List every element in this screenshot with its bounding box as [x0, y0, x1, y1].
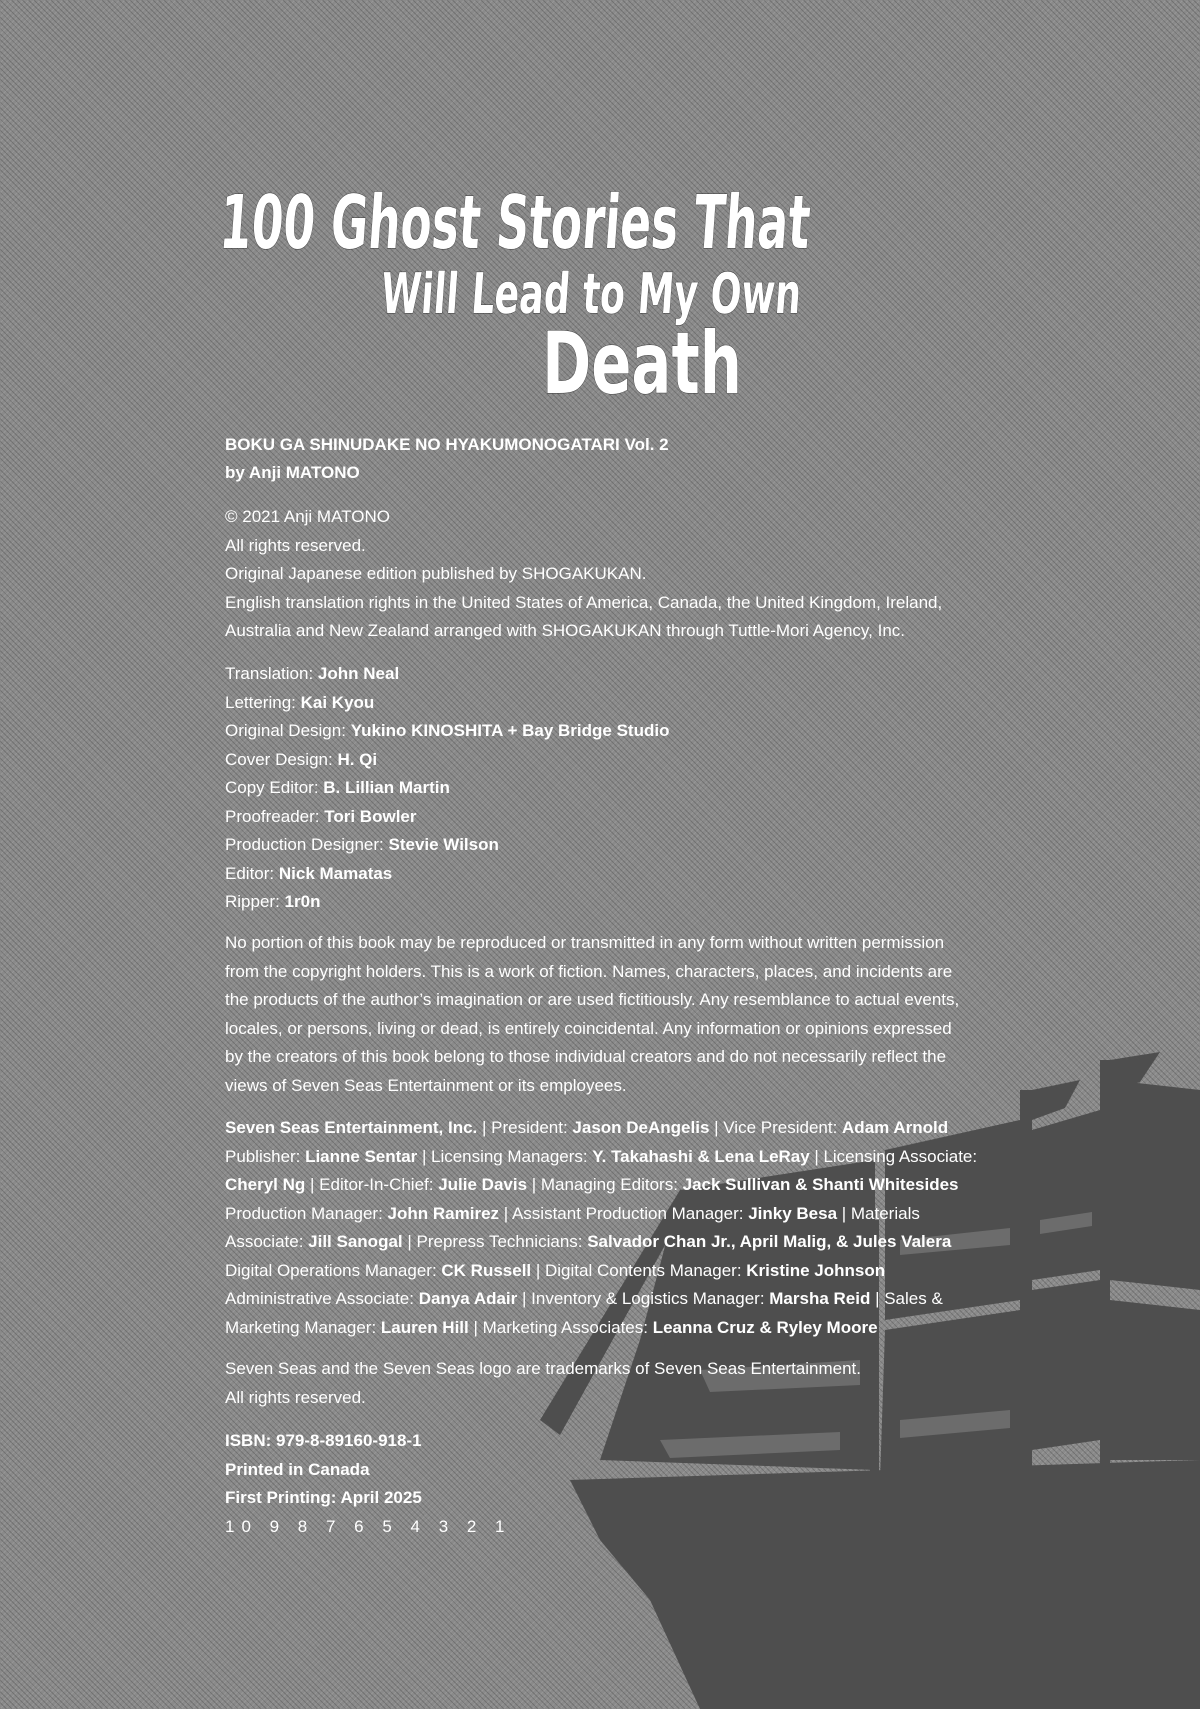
credit-role: Original Design:: [225, 721, 346, 740]
credit-row: [225, 888, 977, 917]
staff-line: [225, 1314, 977, 1343]
credit-role: Production Designer:: [225, 835, 384, 854]
book-title-logo: [217, 168, 1183, 414]
credit-row: [225, 717, 977, 746]
staff-line: [225, 1285, 977, 1314]
credit-row: [225, 860, 977, 889]
isbn: ISBN: 979-8-89160-918-1: [225, 1431, 422, 1450]
staff-role: | Licensing Associate:: [809, 1146, 978, 1166]
staff-role: Digital Operations Manager:: [225, 1260, 442, 1280]
trademark-line: All rights reserved.: [225, 1387, 366, 1407]
staff-role: | President:: [477, 1118, 573, 1137]
first-printing: First Printing: April 2025: [225, 1488, 422, 1507]
credit-name: John Neal: [317, 664, 400, 683]
staff-role: | Sales &: [870, 1289, 943, 1308]
staff-name: Leanna Cruz & Ryley Moore: [652, 1317, 878, 1337]
title-line-3: Death: [542, 314, 742, 414]
staff-role: | Vice President:: [709, 1118, 843, 1137]
credit-name: 1r0n: [284, 892, 321, 911]
credits-block: [225, 660, 977, 917]
rights-line: Australia and New Zealand arranged with SHOGAKUKAN through Tuttle-Mori Agency, Inc.: [225, 621, 906, 640]
original-title: BOKU GA SHINUDAKE NO HYAKUMONOGATARI Vol. 2: [225, 435, 669, 454]
staff-block: [225, 1114, 977, 1342]
staff-name: Julie Davis: [438, 1175, 528, 1194]
printed-in: Printed in Canada: [225, 1459, 370, 1479]
credit-role: Cover Design:: [225, 749, 333, 769]
credit-row: [225, 660, 977, 689]
staff-role: | Licensing Managers:: [417, 1146, 593, 1166]
disclaimer-block: [225, 929, 977, 1100]
staff-line: [225, 1143, 977, 1172]
staff-line: [225, 1228, 977, 1257]
staff-role: | Marketing Associates:: [468, 1317, 653, 1337]
credit-role: Lettering:: [225, 692, 296, 712]
staff-name: Salvador Chan Jr., April Malig, & Jules Valera: [587, 1232, 952, 1251]
credit-name: Tori Bowler: [324, 806, 417, 826]
staff-name: Adam Arnold: [842, 1118, 949, 1137]
disclaimer-line: by the creators of this book belong to those individual creators and do not necessarily reflect the: [225, 1047, 947, 1066]
trademark-line: Seven Seas and the Seven Seas logo are trademarks of Seven Seas Entertainment.: [225, 1359, 861, 1378]
disclaimer-line: No portion of this book may be reproduced or transmitted in any form without written permission: [225, 933, 945, 952]
staff-name: Jinky Besa: [748, 1203, 838, 1223]
staff-role: | Prepress Technicians:: [402, 1232, 588, 1251]
credit-row: [225, 803, 977, 832]
staff-name: Jack Sullivan & Shanti Whitesides: [682, 1175, 959, 1194]
author-line: by Anji MATONO: [225, 463, 360, 482]
staff-name: Y. Takahashi & Lena LeRay: [592, 1146, 810, 1166]
credit-row: [225, 746, 977, 775]
staff-name: Lianne Sentar: [305, 1146, 418, 1166]
credit-name: B. Lillian Martin: [323, 778, 450, 797]
staff-role: Associate:: [225, 1232, 309, 1251]
credit-role: Translation:: [225, 664, 314, 683]
staff-line: [225, 1257, 977, 1286]
staff-name: John Ramirez: [387, 1203, 500, 1223]
title-line-2: Will Lead to My Own: [378, 262, 1029, 327]
staff-role: Marketing Manager:: [225, 1317, 381, 1337]
staff-name: Lauren Hill: [380, 1317, 469, 1337]
staff-name: Jill Sanogal: [308, 1232, 403, 1251]
staff-role: | Editor-In-Chief:: [305, 1175, 439, 1194]
staff-name: Cheryl Ng: [225, 1175, 306, 1194]
title-line-1: 100 Ghost Stories That: [217, 180, 1183, 266]
staff-role: Administrative Associate:: [225, 1289, 419, 1308]
credit-name: Kai Kyou: [300, 692, 375, 712]
staff-line: [225, 1171, 977, 1200]
credit-role: Ripper:: [225, 892, 280, 911]
staff-line: [225, 1200, 977, 1229]
rights-line: © 2021 Anji MATONO: [225, 507, 390, 526]
staff-name: Marsha Reid: [769, 1289, 871, 1308]
rights-line: Original Japanese edition published by SHOGAKUKAN.: [225, 564, 647, 583]
credit-role: Editor:: [225, 863, 275, 883]
credit-name: Yukino KINOSHITA + Bay Bridge Studio: [350, 721, 670, 740]
rights-line: English translation rights in the United States of America, Canada, the United Kingdom, Ireland,: [225, 592, 943, 612]
print-number-line: 10 9 8 7 6 5 4 3 2 1: [225, 1516, 512, 1536]
credit-row: [225, 774, 977, 803]
staff-role: | Materials: [837, 1203, 920, 1223]
rights-block: [225, 503, 977, 646]
staff-role: | Digital Contents Manager:: [531, 1260, 747, 1280]
credit-row: [225, 831, 977, 860]
staff-line: [225, 1114, 977, 1143]
staff-name: Danya Adair: [418, 1289, 518, 1308]
staff-name: Jason DeAngelis: [572, 1118, 710, 1137]
printing-block: [225, 1427, 977, 1541]
disclaimer-line: from the copyright holders. This is a work of fiction. Names, characters, places, and incidents are: [225, 961, 953, 981]
credit-role: Proofreader:: [225, 806, 320, 826]
credit-name: Nick Mamatas: [278, 863, 393, 883]
rights-line: All rights reserved.: [225, 535, 366, 555]
disclaimer-line: locales, or persons, living or dead, is entirely coincidental. Any information or opinions expressed: [225, 1018, 952, 1038]
credit-name: Stevie Wilson: [388, 835, 499, 854]
staff-name: Kristine Johnson: [746, 1260, 886, 1280]
staff-name: Seven Seas Entertainment, Inc.: [225, 1118, 478, 1137]
staff-role: | Inventory & Logistics Manager:: [517, 1289, 770, 1308]
credit-name: H. Qi: [337, 749, 378, 769]
staff-role: | Managing Editors:: [527, 1175, 683, 1194]
disclaimer-line: the products of the author’s imagination or are used fictitiously. Any resemblance to actual events,: [225, 990, 960, 1009]
credit-row: [225, 689, 977, 718]
credit-role: Copy Editor:: [225, 778, 319, 797]
trademark-block: [225, 1355, 977, 1412]
staff-name: CK Russell: [441, 1260, 532, 1280]
staff-role: | Assistant Production Manager:: [499, 1203, 749, 1223]
staff-role: Publisher:: [225, 1146, 306, 1166]
staff-role: Production Manager:: [225, 1203, 388, 1223]
disclaimer-line: views of Seven Seas Entertainment or its employees.: [225, 1075, 627, 1095]
